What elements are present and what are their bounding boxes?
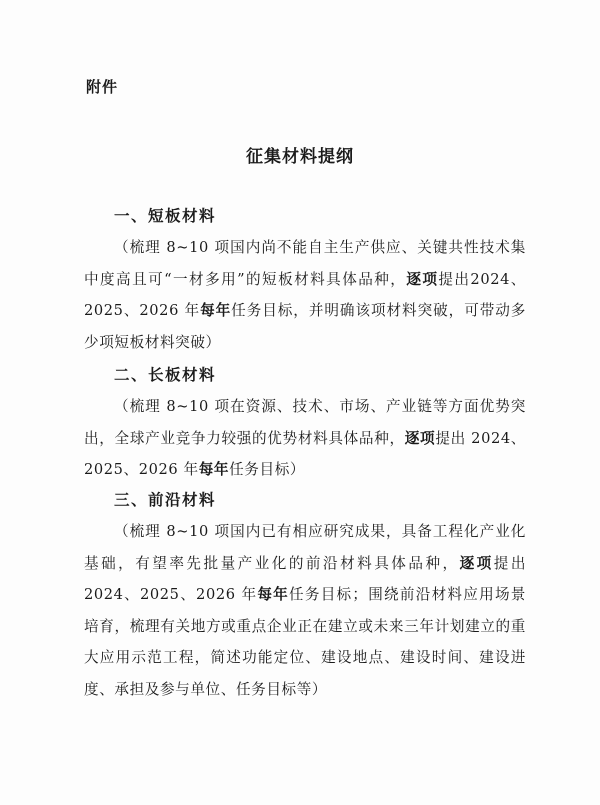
section-heading: 三、前沿材料 bbox=[114, 491, 217, 509]
paragraph-text: 提出 2024、2025、2026 年 bbox=[84, 554, 527, 603]
paragraph-text: 任务目标；围绕前沿材料应用场景培育，梳理有关地方或重点企业正在建立或未来三年计划建立的重大应用示范工程，简述功能定位、建设地点、建设时间、建设进度、承担及参与单位、任务目标等） bbox=[84, 586, 526, 698]
section-long-board-materials bbox=[84, 361, 526, 486]
paragraph-text: 提出 2024、2025、2026 年 bbox=[84, 429, 526, 478]
section-paragraph bbox=[84, 391, 526, 486]
paragraph-text: 任务目标） bbox=[229, 461, 306, 478]
bold-emphasis: 每年 bbox=[200, 302, 232, 319]
section-paragraph bbox=[84, 516, 526, 705]
paragraph-text: （梳理 8~10 项国内已有相应研究成果，具备工程化产业化基础，有望率先批量产业化的前沿材料具体品种， bbox=[84, 523, 526, 572]
bold-emphasis: 逐项 bbox=[404, 429, 436, 447]
section-heading: 一、短板材料 bbox=[114, 207, 217, 225]
bold-emphasis: 每年 bbox=[257, 586, 290, 603]
paragraph-text: （梳理 8~10 项在资源、技术、市场、产业链等方面优势突出，全球产业竞争力较强的优势材料具体品种， bbox=[84, 398, 526, 447]
section-heading: 二、长板材料 bbox=[114, 366, 217, 384]
section-short-board-materials bbox=[84, 202, 526, 358]
paragraph-text: （梳理 8~10 项国内尚不能自主生产供应、关键共性技术集中度高且可“一材多用”的短板材料具体品种， bbox=[84, 239, 526, 288]
bold-emphasis: 逐项 bbox=[459, 554, 494, 572]
document-title: 征集材料提纲 bbox=[246, 147, 354, 167]
bold-emphasis: 每年 bbox=[198, 461, 230, 478]
bold-emphasis: 逐项 bbox=[406, 270, 439, 288]
section-paragraph bbox=[84, 232, 526, 358]
attachment-label: 附件 bbox=[86, 78, 119, 96]
section-frontier-materials bbox=[84, 486, 526, 705]
paragraph-text: 任务目标，并明确该项材料突破，可带动多少项短板材料突破） bbox=[84, 302, 526, 351]
paragraph-text: 提出2024、2025、2026 年 bbox=[84, 270, 526, 319]
